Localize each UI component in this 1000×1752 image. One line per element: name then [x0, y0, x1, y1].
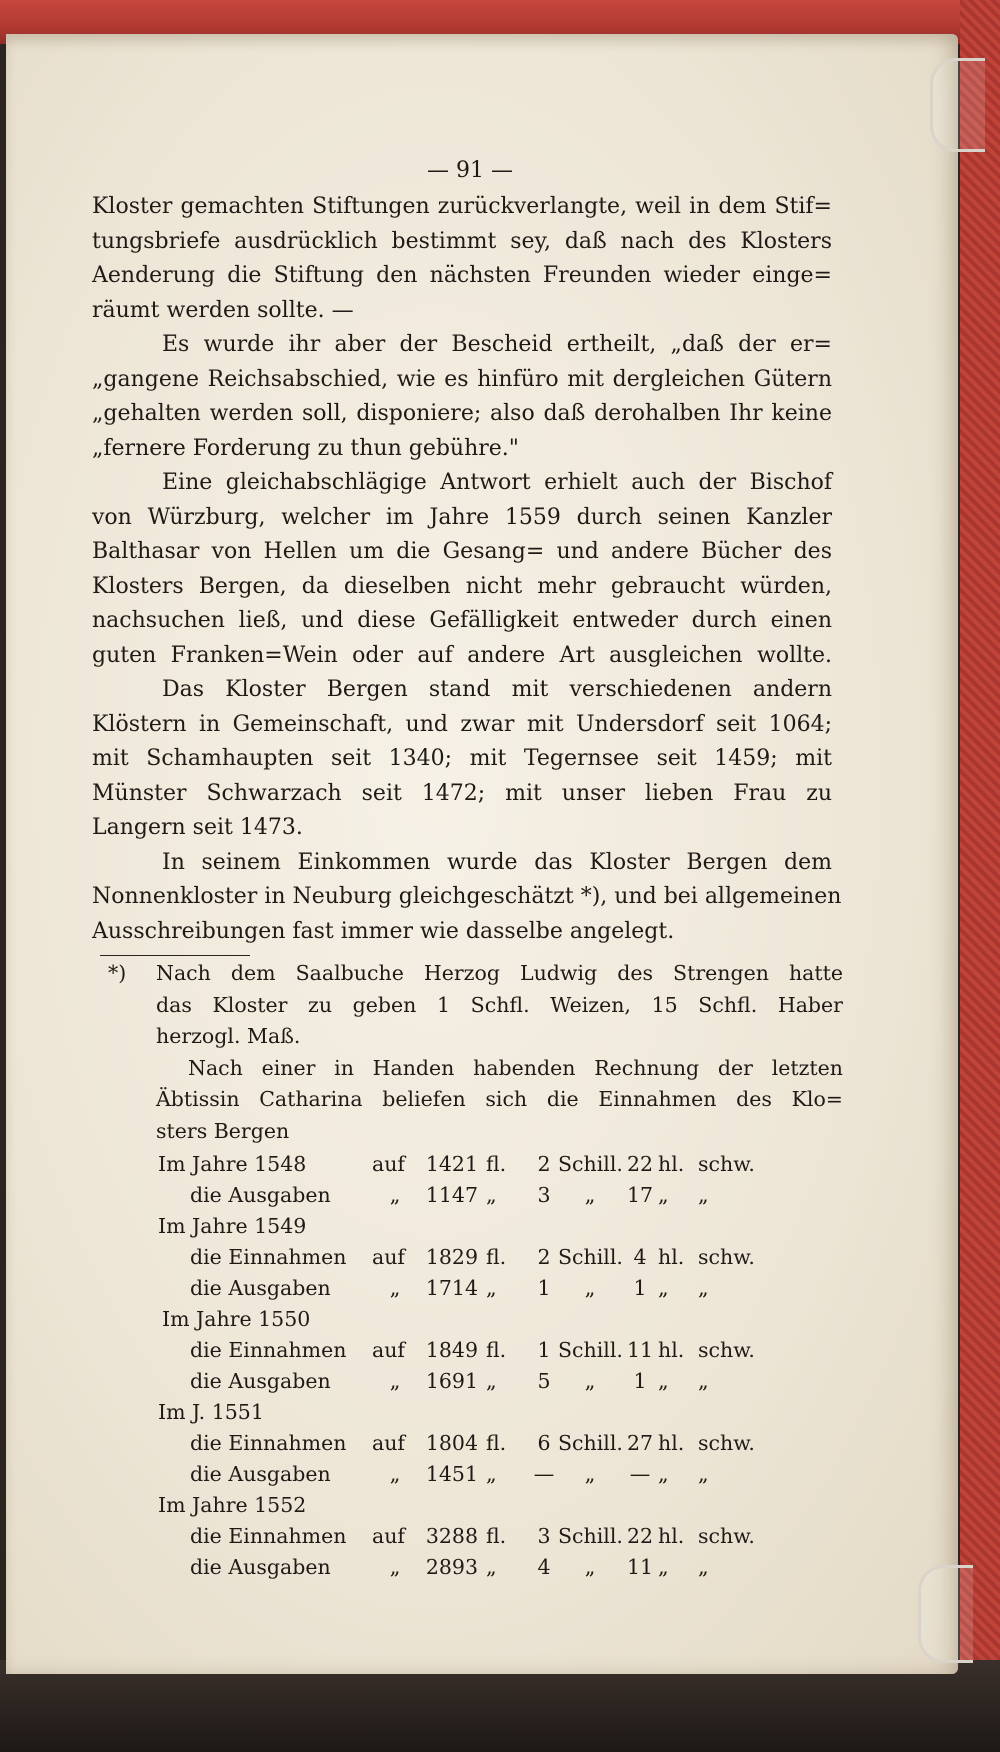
account-florin-unit: „ [486, 1462, 497, 1486]
account-row [108, 1242, 843, 1273]
account-schw: „ [698, 1555, 709, 1579]
account-label: die Einnahmen [190, 1524, 347, 1548]
account-schw: „ [698, 1276, 709, 1300]
year-heading-text: Im Jahre 1550 [162, 1307, 311, 1331]
year-heading [108, 1397, 843, 1428]
account-schilling: 4 [537, 1555, 551, 1579]
account-heller-unit: „ [658, 1183, 669, 1207]
footnote-line: sters Bergen [156, 1118, 290, 1143]
body-line: Ausschreibungen fast immer wie dasselbe angelegt. [92, 918, 675, 944]
body-line: Nonnenkloster in Neuburg gleichgeschätzt *), und bei allgemeinen [92, 884, 842, 909]
account-florin: 1451 [425, 1462, 478, 1486]
account-heller: 4 [633, 1245, 647, 1269]
page-clip-top [930, 58, 985, 152]
body-line: In seinem Einkommen wurde das Kloster Bergen dem [162, 849, 832, 875]
account-florin: 2893 [425, 1555, 478, 1579]
account-row [108, 1335, 843, 1366]
account-schilling: 2 [537, 1245, 551, 1269]
footnote-line: Nach einer in Handen habenden Rechnung der letzten [188, 1055, 843, 1080]
account-florin: 1691 [425, 1369, 478, 1393]
footnote-marker: *) [108, 961, 127, 985]
account-auf: auf [372, 1245, 406, 1269]
account-florin: 1829 [425, 1245, 478, 1269]
account-auf: auf [372, 1431, 406, 1455]
account-florin: 1421 [425, 1152, 478, 1176]
account-florin: 1804 [425, 1431, 478, 1455]
account-label: die Einnahmen [190, 1431, 347, 1455]
account-schilling: 6 [537, 1431, 551, 1455]
account-label: die Ausgaben [190, 1555, 331, 1579]
footnote-rule [100, 955, 250, 956]
account-label: die Ausgaben [190, 1276, 331, 1300]
account-table [108, 1149, 843, 1583]
body-line: tungsbriefe ausdrücklich bestimmt sey, daß nach des Klosters [92, 228, 832, 254]
account-florin: 1849 [425, 1338, 478, 1362]
body-line: „gangene Reichsabschied, wie es hinfüro mit dergleichen Gütern [92, 366, 832, 392]
page-number: — 91 — [427, 158, 513, 183]
footnote-line: Äbtissin Catharina beliefen sich die Einnahmen des Klo= [156, 1087, 843, 1111]
account-heller: 17 [626, 1183, 654, 1207]
account-heller-unit: hl. [658, 1524, 685, 1548]
body-line: „fernere Forderung zu thun gebühre." [92, 435, 519, 461]
account-schw: schw. [698, 1524, 755, 1548]
account-schilling-unit: „ [584, 1462, 596, 1486]
account-schilling: 2 [537, 1152, 551, 1176]
account-schilling-unit: Schill. [558, 1338, 623, 1362]
body-line: Langern seit 1473. [92, 815, 303, 840]
footnote-line: Nach dem Saalbuche Herzog Ludwig des Strengen hatte [156, 961, 843, 985]
account-florin-unit: „ [486, 1369, 497, 1393]
account-row [108, 1366, 843, 1397]
body-line: Klosters Bergen, da dieselben nicht mehr gebraucht würden, [92, 573, 832, 599]
account-auf: auf [372, 1152, 406, 1176]
account-florin-unit: fl. [486, 1431, 507, 1455]
book-cover-spine [960, 0, 1000, 1752]
account-schw: schw. [698, 1245, 755, 1269]
account-auf: „ [389, 1555, 401, 1579]
account-schilling-unit: Schill. [558, 1524, 623, 1548]
account-florin-unit: fl. [486, 1152, 507, 1176]
account-label: die Ausgaben [190, 1462, 331, 1486]
account-heller: 1 [633, 1276, 647, 1300]
account-heller-unit: hl. [658, 1245, 685, 1269]
account-schilling: — [533, 1462, 555, 1486]
account-florin-unit: „ [486, 1183, 497, 1207]
body-line: räumt werden sollte. — [92, 297, 354, 323]
account-row [108, 1149, 843, 1180]
account-row [108, 1521, 843, 1552]
body-line: mit Schamhaupten seit 1340; mit Tegernsee seit 1459; mit [92, 746, 832, 771]
body-line: Das Kloster Bergen stand mit verschiedenen andern [162, 677, 832, 702]
account-schw: schw. [698, 1338, 755, 1362]
account-heller: 11 [626, 1338, 654, 1362]
year-heading-text: Im Jahre 1549 [158, 1214, 307, 1238]
body-line: Es wurde ihr aber der Bescheid ertheilt, „daß der er= [162, 332, 832, 357]
account-schw: schw. [698, 1152, 755, 1176]
account-heller-unit: „ [658, 1369, 669, 1393]
page-clip-bottom [918, 1565, 973, 1663]
year-heading-text: Im J. 1551 [158, 1400, 264, 1424]
year-heading [108, 1304, 843, 1335]
account-florin: 1147 [425, 1183, 478, 1207]
account-schilling: 5 [537, 1369, 551, 1393]
account-florin-unit: fl. [486, 1338, 507, 1362]
account-auf: „ [389, 1276, 401, 1300]
body-line: von Würzburg, welcher im Jahre 1559 durch seinen Kanzler [92, 504, 832, 530]
account-label: die Einnahmen [190, 1338, 347, 1362]
account-heller: 11 [626, 1555, 654, 1579]
account-heller: 22 [626, 1524, 654, 1548]
account-schilling: 1 [537, 1338, 551, 1362]
footnote [108, 958, 843, 1583]
body-line: Eine gleichabschlägige Antwort erhielt auch der Bischof [162, 470, 832, 495]
account-label: Im Jahre 1548 [158, 1152, 307, 1176]
body-line: Aenderung die Stiftung den nächsten Freunden wieder einge= [92, 263, 832, 288]
body-line: Klöstern in Gemeinschaft, und zwar mit Undersdorf seit 1064; [92, 711, 832, 737]
body-line: Balthasar von Hellen um die Gesang= und andere Bücher des [92, 539, 832, 564]
account-schilling-unit: „ [584, 1183, 596, 1207]
account-label: die Einnahmen [190, 1245, 347, 1269]
account-auf: „ [389, 1183, 401, 1207]
account-florin-unit: fl. [486, 1245, 507, 1269]
year-heading [108, 1211, 843, 1242]
account-heller-unit: hl. [658, 1152, 685, 1176]
account-heller-unit: „ [658, 1462, 669, 1486]
year-heading-text: Im Jahre 1552 [158, 1493, 307, 1517]
footnote-line: herzogl. Maß. [156, 1024, 301, 1048]
account-heller: — [629, 1462, 651, 1486]
account-schw: „ [698, 1183, 709, 1207]
account-schw: „ [698, 1462, 709, 1486]
account-florin: 1714 [425, 1276, 478, 1300]
account-row [108, 1552, 843, 1583]
account-schilling-unit: Schill. [558, 1152, 623, 1176]
body-line: guten Franken=Wein oder auf andere Art ausgleichen wollte. [92, 642, 832, 668]
account-schw: schw. [698, 1431, 755, 1455]
account-heller-unit: hl. [658, 1338, 685, 1362]
body-line: „gehalten werden soll, disponiere; also daß derohalben Ihr keine [92, 401, 832, 426]
body-text [92, 190, 842, 949]
year-heading [108, 1490, 843, 1521]
account-auf: „ [389, 1369, 401, 1393]
account-row [108, 1273, 843, 1304]
footnote-line: das Kloster zu geben 1 Schfl. Weizen, 15 Schfl. Haber [156, 992, 843, 1017]
body-line: Münster Schwarzach seit 1472; mit unser lieben Frau zu [92, 780, 832, 806]
account-florin-unit: „ [486, 1555, 497, 1579]
account-schilling-unit: „ [584, 1555, 596, 1579]
account-schilling: 1 [537, 1276, 551, 1300]
account-row [108, 1459, 843, 1490]
account-schilling-unit: Schill. [558, 1245, 623, 1269]
account-auf: auf [372, 1524, 406, 1548]
account-schilling: 3 [537, 1183, 551, 1207]
account-auf: auf [372, 1338, 406, 1362]
account-schilling-unit: „ [584, 1276, 596, 1300]
account-heller-unit: hl. [658, 1431, 685, 1455]
account-label: die Ausgaben [190, 1183, 331, 1207]
account-florin: 3288 [425, 1524, 478, 1548]
account-auf: „ [389, 1462, 401, 1486]
body-line: Kloster gemachten Stiftungen zurückverlangte, weil in dem Stif= [92, 194, 832, 219]
account-schilling-unit: „ [584, 1369, 596, 1393]
account-heller: 22 [626, 1152, 654, 1176]
account-heller: 27 [626, 1431, 654, 1455]
account-schilling: 3 [537, 1524, 551, 1548]
account-heller-unit: „ [658, 1276, 669, 1300]
account-schw: „ [698, 1369, 709, 1393]
account-row [108, 1428, 843, 1459]
account-heller: 1 [633, 1369, 647, 1393]
account-label: die Ausgaben [190, 1369, 331, 1393]
account-florin-unit: „ [486, 1276, 497, 1300]
account-heller-unit: „ [658, 1555, 669, 1579]
account-florin-unit: fl. [486, 1524, 507, 1548]
body-line: nachsuchen ließ, und diese Gefälligkeit entweder durch einen [92, 608, 832, 633]
account-schilling-unit: Schill. [558, 1431, 623, 1455]
account-row [108, 1180, 843, 1211]
